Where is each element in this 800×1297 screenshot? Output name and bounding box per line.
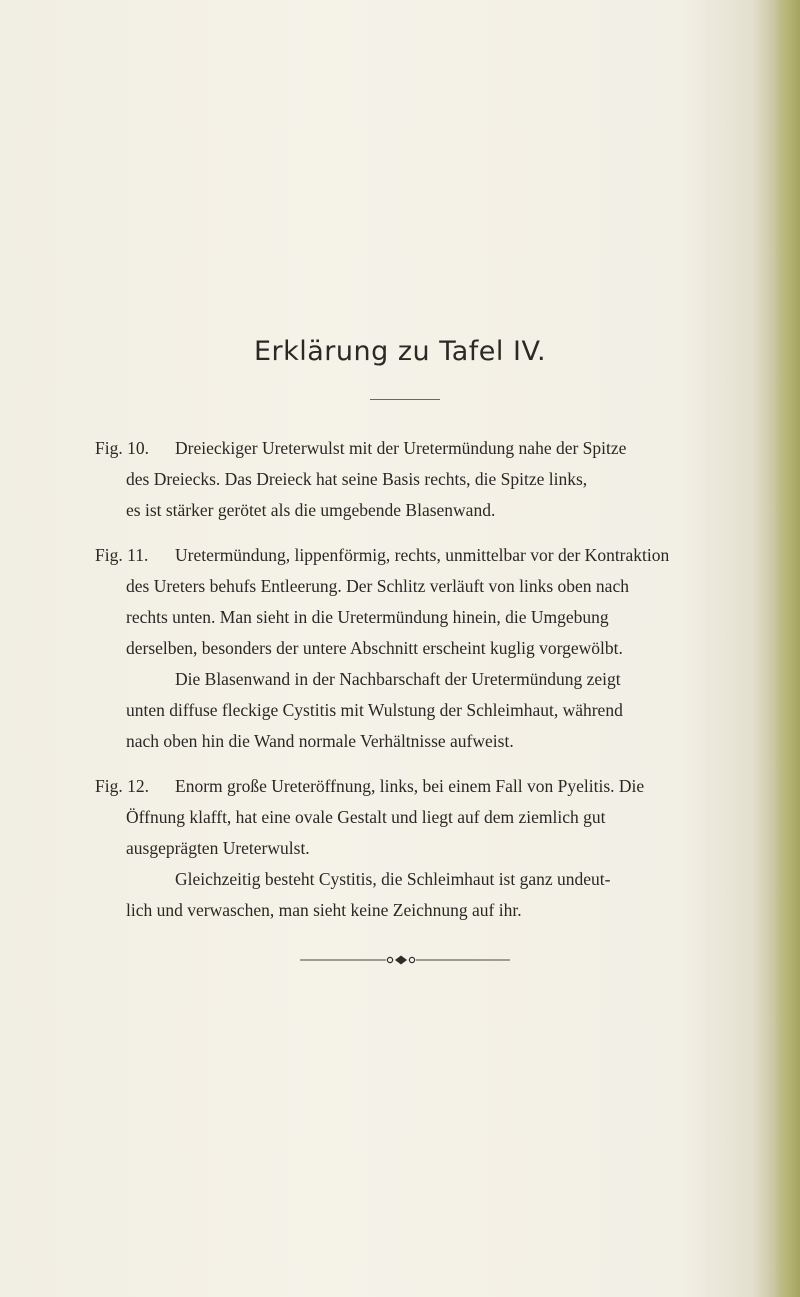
- figure-12-line-4: Gleichzeitig besteht Cystitis, die Schleimhaut ist ganz undeut-: [175, 869, 611, 889]
- ornament-divider: [300, 950, 510, 970]
- figure-12-line-2: Öffnung klafft, hat eine ovale Gestalt und liegt auf dem ziemlich gut: [126, 807, 606, 827]
- figure-label-10: Fig. 10.: [95, 438, 149, 458]
- figure-11-line-5: Die Blasenwand in der Nachbarschaft der Uretermündung zeigt: [175, 669, 621, 689]
- figure-11-line-7: nach oben hin die Wand normale Verhältnisse aufweist.: [126, 731, 514, 751]
- figure-12-line-5: lich und verwaschen, man sieht keine Zeichnung auf ihr.: [126, 900, 522, 920]
- figure-10-line-1: Dreieckiger Ureterwulst mit der Uretermündung nahe der Spitze: [175, 438, 627, 458]
- figure-11-line-2: des Ureters behufs Entleerung. Der Schlitz verläuft von links oben nach: [126, 576, 629, 596]
- page-edge-shadow: [774, 0, 800, 1297]
- figure-label-11: Fig. 11.: [95, 545, 149, 565]
- figure-11-line-3: rechts unten. Man sieht in die Uretermündung hinein, die Umgebung: [126, 607, 609, 627]
- figure-11-line-4: derselben, besonders der untere Abschnitt erscheint kuglig vorgewölbt.: [126, 638, 623, 658]
- figure-10-line-2: des Dreiecks. Das Dreieck hat seine Basis rechts, die Spitze links,: [126, 469, 588, 489]
- figure-10-line-3: es ist stärker gerötet als die umgebende Blasenwand.: [126, 500, 496, 520]
- page-title: Erklärung zu Tafel IV.: [253, 336, 547, 367]
- figure-11-line-6: unten diffuse fleckige Cystitis mit Wulstung der Schleimhaut, während: [126, 700, 623, 720]
- figure-11-line-1: Uretermündung, lippenförmig, rechts, unmittelbar vor der Kontraktion: [175, 545, 670, 565]
- figure-label-12: Fig. 12.: [95, 776, 149, 796]
- figure-12-line-1: Enorm große Ureteröffnung, links, bei einem Fall von Pyelitis. Die: [175, 776, 645, 796]
- title-divider: [370, 399, 440, 400]
- figure-12-line-3: ausgeprägten Ureterwulst.: [126, 838, 310, 858]
